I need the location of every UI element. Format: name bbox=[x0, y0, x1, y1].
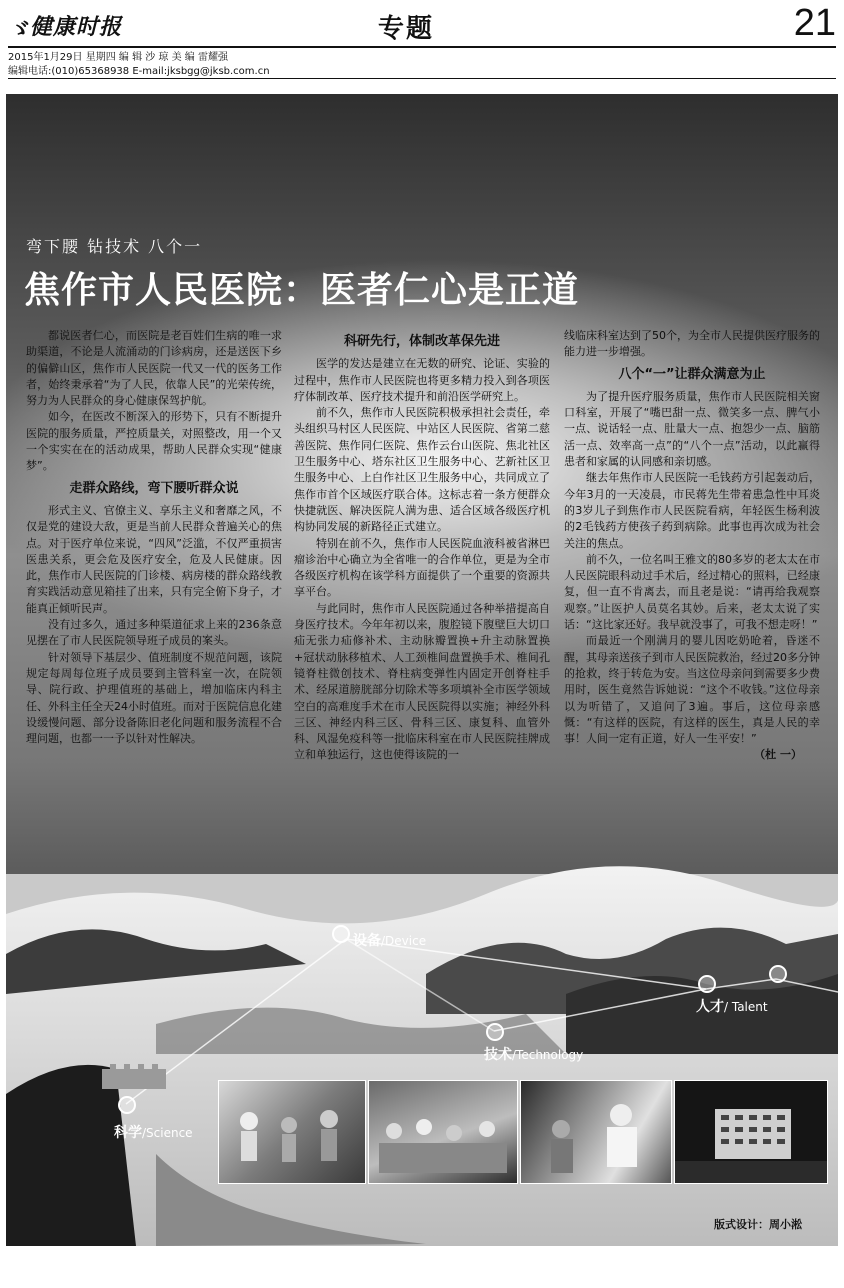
paragraph: 与此同时，焦作市人民医院通过各种举措提高自身医疗技术。今年年初以来，腹腔镜下腹壁巨大切口疝无张力疝修补术、主动脉瓣置换+升主动脉置换+冠状动脉移植术、人工颈椎间盘置换手术、椎间孔镜脊柱微创技术、脊柱病变弹性内固定开创脊柱手术、经尿道膀胱部分切除术等多项填补全市医学领域空白的高难度手术在市人民医院得以实施；神经外科三区、神经内科三区、骨科三区、康复科、血管外科、风湿免疫科等一批临床科室在市人民医院挂牌成立和单独运行，这也使得该院的一 bbox=[294, 601, 550, 762]
paragraph: 特别在前不久，焦作市人民医院血液科被省淋巴瘤诊治中心确立为全省唯一的合作单位，更是为全市各级医疗机构在该学科方面提供了一个重要的资源共享平台。 bbox=[294, 536, 550, 599]
paragraph: 继去年焦作市人民医院一毛钱药方引起轰动后，今年3月的一天凌晨，市民蒋先生带着患急性中耳炎的3岁儿子到焦作市人民医院看病，年轻医生杨利波的2毛钱药方使孩子药到病除。此事也再次成为社会关注的焦点。 bbox=[564, 471, 820, 550]
page-number: 21 bbox=[793, 2, 836, 44]
label-science bbox=[114, 1122, 193, 1142]
paragraph: 都说医者仁心，而医院是老百姓们生病的唯一求助渠道，不论是人流涌动的门诊病房，还是送医下乡的偏僻山区，焦作市人民医院一代又一代的医务工作者，始终秉承着“为了人民，依靠人民”的光荣传统，努力为人民群众的身心健康保驾护航。 bbox=[26, 329, 282, 408]
article-column-1 bbox=[26, 328, 282, 747]
issue-line: 2015年1月29日 星期四 编 辑 沙 琼 美 编 雷耀强 bbox=[8, 52, 228, 63]
label-en: / Talent bbox=[724, 1000, 768, 1014]
photo-free-clinic bbox=[368, 1080, 518, 1184]
paragraph: 为了提升医疗服务质量，焦作市人民医院相关窗口科室，开展了“嘴巴甜一点、微笑多一点、脾气小一点、说话轻一点、肚量大一点、抱怨少一点、脑筋活一点、效率高一点”的“八个一点”活动，以此赢得患者和家属的认同感和亲切感。 bbox=[564, 389, 820, 469]
article-kicker: 弯下腰 钻技术 八个一 bbox=[26, 237, 203, 256]
paragraph: 线临床科室达到了50个，为全市人民提供医疗服务的能力进一步增强。 bbox=[564, 329, 820, 359]
subheading: 八个“一”让群众满意为止 bbox=[618, 366, 766, 382]
feature-poster bbox=[6, 94, 838, 1246]
contact-line: 编辑电话:(010)65368938 E-mail:jksbgg@jksb.com.cn bbox=[8, 66, 270, 77]
label-device bbox=[353, 930, 426, 950]
label-technology bbox=[484, 1044, 583, 1064]
paragraph: 前不久，焦作市人民医院积极承担社会责任，牵头组织马村区人民医院、中站区人民医院、省第二慈善医院、焦作同仁医院、焦作云台山医院、焦北社区卫生服务中心、塔东社区卫生服务中心、艺新社区卫生服务中心、上白作社区卫生服务中心，共同成立了焦作市首个区域医疗联合体。这标志着一条方便群众快捷就医、解决医院人满为患、适合区域各级医疗机构协同发展的新路径正式建立。 bbox=[294, 406, 550, 534]
label-cn: 技术 bbox=[484, 1047, 512, 1063]
paragraph: 医学的发达是建立在无数的研究、论证、实验的过程中，焦作市人民医院也将更多精力投入到各项医疗体制改革、医疗技术提升和前沿医学研究上。 bbox=[294, 357, 550, 403]
node-dot-icon bbox=[769, 965, 787, 983]
node-dot-icon bbox=[698, 975, 716, 993]
logo-icon: ゞ bbox=[8, 16, 32, 44]
label-en: /Science bbox=[142, 1126, 193, 1140]
masthead bbox=[8, 4, 836, 46]
subheading: 走群众路线，弯下腰听群众说 bbox=[69, 480, 239, 496]
article-column-3 bbox=[564, 328, 820, 764]
paragraph: 没有过多久，通过多种渠道征求上来的236条意见摆在了市人民医院领导班子成员的案头。 bbox=[26, 618, 282, 648]
building-icon bbox=[675, 1081, 827, 1183]
crowd-icon bbox=[369, 1081, 517, 1183]
node-dot-icon bbox=[332, 925, 350, 943]
people-icon bbox=[219, 1081, 365, 1183]
photo-hospital-night bbox=[674, 1080, 828, 1184]
article-headline: 焦作市人民医院：医者仁心是正道 bbox=[24, 269, 580, 311]
design-credit: 版式设计：周小淞 bbox=[714, 1218, 802, 1231]
photo-clinic bbox=[218, 1080, 366, 1184]
byline: （杜 一） bbox=[754, 748, 802, 762]
label-cn: 设备 bbox=[353, 933, 381, 949]
bottom-rule bbox=[8, 78, 836, 79]
label-cn: 科学 bbox=[114, 1125, 142, 1141]
paragraph: 形式主义、官僚主义、享乐主义和奢靡之风，不仅是党的建设大敌，更是当前人民群众普遍关心的焦点。对于医疗单位来说，“四风”泛滥，不仅严重损害医患关系，更会危及医疗安全，危及人民健康。因此，焦作市人民医院的门诊楼、病房楼的群众路线教育实践活动意见箱挂了出来，只有完全俯下身子，才能真正倾听民声。 bbox=[26, 503, 282, 615]
newspaper-logo: 健康时报 bbox=[30, 14, 123, 40]
article-column-2 bbox=[294, 328, 550, 764]
photo-consultation bbox=[520, 1080, 672, 1184]
paragraph: 针对领导下基层少、值班制度不规范问题，该院规定每周每位班子成员要到主管科室一次，在院领导、院行政、护理值班的基础上，增加临床内科主任、外科主任全天24小时值班。而对于医院信息化建设缓慢问题、部分设备陈旧老化问题和服务流程不合理问题，也都一一予以针对性解决。 bbox=[26, 650, 282, 746]
label-talent bbox=[696, 996, 768, 1016]
label-en: /Technology bbox=[512, 1048, 584, 1062]
section-title: 专题 bbox=[378, 14, 435, 44]
doctor-icon bbox=[521, 1081, 671, 1183]
paragraph: 而最近一个刚满月的婴儿因吃奶呛着，昏迷不醒，其母亲送孩子到市人民医院救治，经过20多分钟的抢救，终于转危为安。当这位母亲问到需要多少费用时，医生竟然告诉她说：“这个不收钱。”这位母亲以为听错了，又追问了3遍。事后，这位母亲感慨：“有这样的医院，有这样的医生，真是人民的幸事！人间一定有正道，好人一生平安！” bbox=[564, 634, 820, 746]
label-cn: 人才 bbox=[696, 999, 724, 1015]
paragraph: 前不久，一位名叫王雅文的80多岁的老太太在市人民医院眼科动过手术后，经过精心的照料，已经康复，但一直不肯离去，而且老是说：“请再给我观察观察。”让医护人员莫名其妙。后来，老太太说了实话：“这比家还好。我早就没事了，可我不想走呀！” bbox=[564, 552, 820, 632]
subheading: 科研先行，体制改革保先进 bbox=[343, 334, 500, 349]
label-en: /Device bbox=[381, 934, 427, 948]
node-dot-icon bbox=[486, 1023, 504, 1041]
node-dot-icon bbox=[118, 1096, 136, 1114]
paragraph: 如今，在医改不断深入的形势下，只有不断提升医院的服务质量，严控质量关，对照整改，用一个又一个实实在在的活动成果，帮助人民群众实现“健康梦”。 bbox=[26, 410, 282, 473]
